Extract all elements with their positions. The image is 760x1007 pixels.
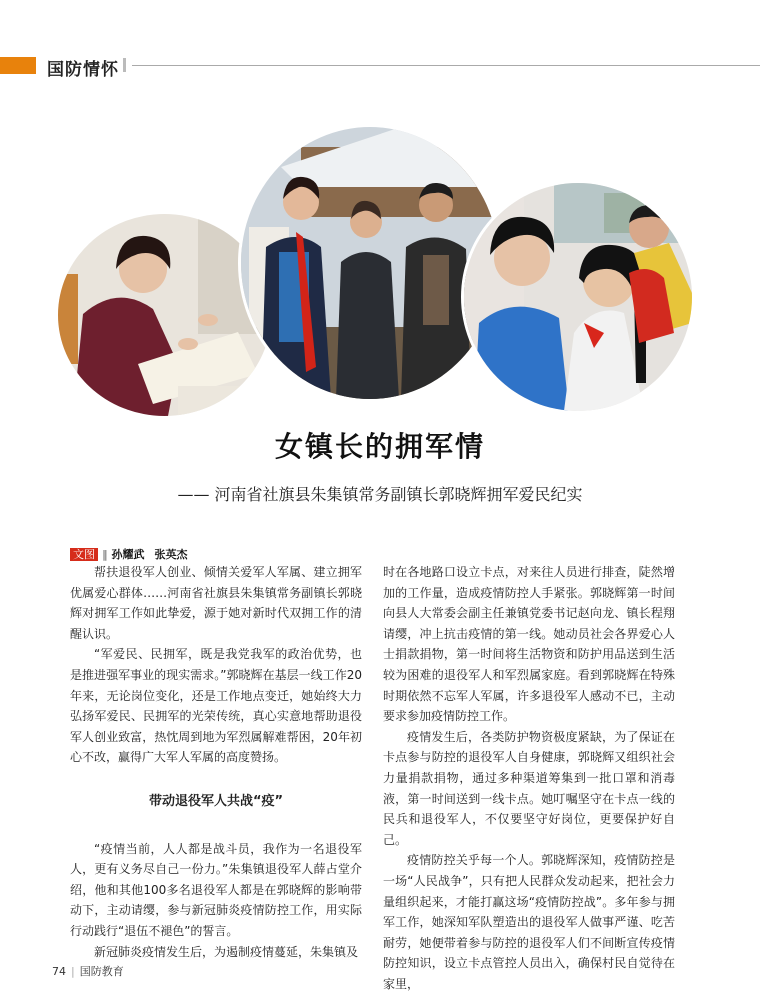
paragraph: 时在各地路口设立卡点，对来往人员进行排查，陡然增加的工作量，造成疫情防控人手紧张。郭晓辉第一时间向县人大常委会副主任兼镇党委书记赵向龙、镇长程翔请缨，冲上抗击疫情的第一线。她动员社会各界爱心人士捐款捐物，第一时间将生活物资和防护用品送到生活较为困难的退役军人和军烈属家庭。看到郭晓辉在特殊时期依然不忘军人军属，许多退役军人感动不已，主动要求参加疫情防控工作。 — [383, 565, 675, 724]
paragraph: 帮扶退役军人创业、倾情关爱军人军属、建立拥军优属爱心群体……河南省社旗县朱集镇常务副镇长郭晓辉对拥军工作如此挚爱，源于她对新时代双拥工作的清醒认识。 — [70, 565, 362, 641]
header-accent-bar — [0, 57, 36, 74]
paragraph: 新冠肺炎疫情发生后，为遏制疫情蔓延，朱集镇及 — [94, 944, 359, 959]
byline-tag: 文图 — [70, 548, 98, 561]
article-title: 女镇长的拥军情 — [274, 430, 485, 463]
paragraph: “军爱民、民拥军，既是我党我军的政治优势，也是推进强军事业的现实需求。”郭晓辉在基层一线工作20年来，无论岗位变化，还是工作地点变迁，她始终大力弘扬军爱民、民拥军的光荣传统，真心实意地帮助退役军人创业致富，热忱周到地为军烈属解难帮困，20年初心不改，赢得广大军人军属的高度赞扬。 — [70, 647, 362, 765]
page-footer — [52, 963, 124, 979]
section-subheading: 带动退役军人共战“疫” — [148, 793, 284, 809]
group-visit-photo — [238, 124, 502, 402]
paragraph: “疫情当前，人人都是战斗员，我作为一名退役军人，更有义务尽自己一份力。”朱集镇退役军人薛占堂介绍，他和其他100多名退役军人都是在郭晓辉的影响带动下，主动请缨，参与新冠肺炎疫情防控工作，用实际行动践行“退伍不褪色”的誓言。 — [70, 841, 362, 938]
left-column — [70, 562, 362, 962]
author-name: 张英杰 — [154, 548, 188, 561]
header-rule — [132, 65, 760, 66]
paragraph: 疫情防控关乎每一个人。郭晓辉深知，疫情防控是一场“人民战争”，只有把人民群众发动起来，把社会力量组织起来，才能打赢这场“疫情防控战”。多年参与拥军工作，她深知军队塑造出的退役军人做事严谨、吃苦耐劳，她便带着参与防控的退役军人们不间断宣传疫情防控知识，设立卡点管控人员出入，确保村民自觉待在家里， — [383, 853, 675, 991]
footer-separator: | — [71, 965, 75, 978]
byline-separator: ‖ — [102, 548, 108, 561]
byline — [70, 546, 198, 562]
children-photo — [461, 180, 695, 414]
paragraph: 疫情发生后，各类防护物资极度紧缺，为了保证在卡点参与防控的退役军人自身健康，郭晓辉又组织社会力量捐款捐物，通过多种渠道筹集到一批口罩和消毒液，第一时间送到一线卡点。她叮嘱坚守在卡点一线的民兵和退役军人，不仅要坚守好岗位，更要保护好自己。 — [383, 729, 675, 847]
article-subtitle: —— 河南省社旗县朱集镇常务副镇长郭晓辉拥军爱民纪实 — [177, 485, 583, 504]
right-column — [383, 562, 675, 994]
page-number: 74 — [52, 965, 66, 978]
header-divider-tick — [123, 58, 126, 72]
author-name: 孙耀武 — [111, 548, 145, 561]
magazine-name: 国防教育 — [79, 965, 124, 978]
section-title: 国防情怀 — [47, 60, 119, 80]
